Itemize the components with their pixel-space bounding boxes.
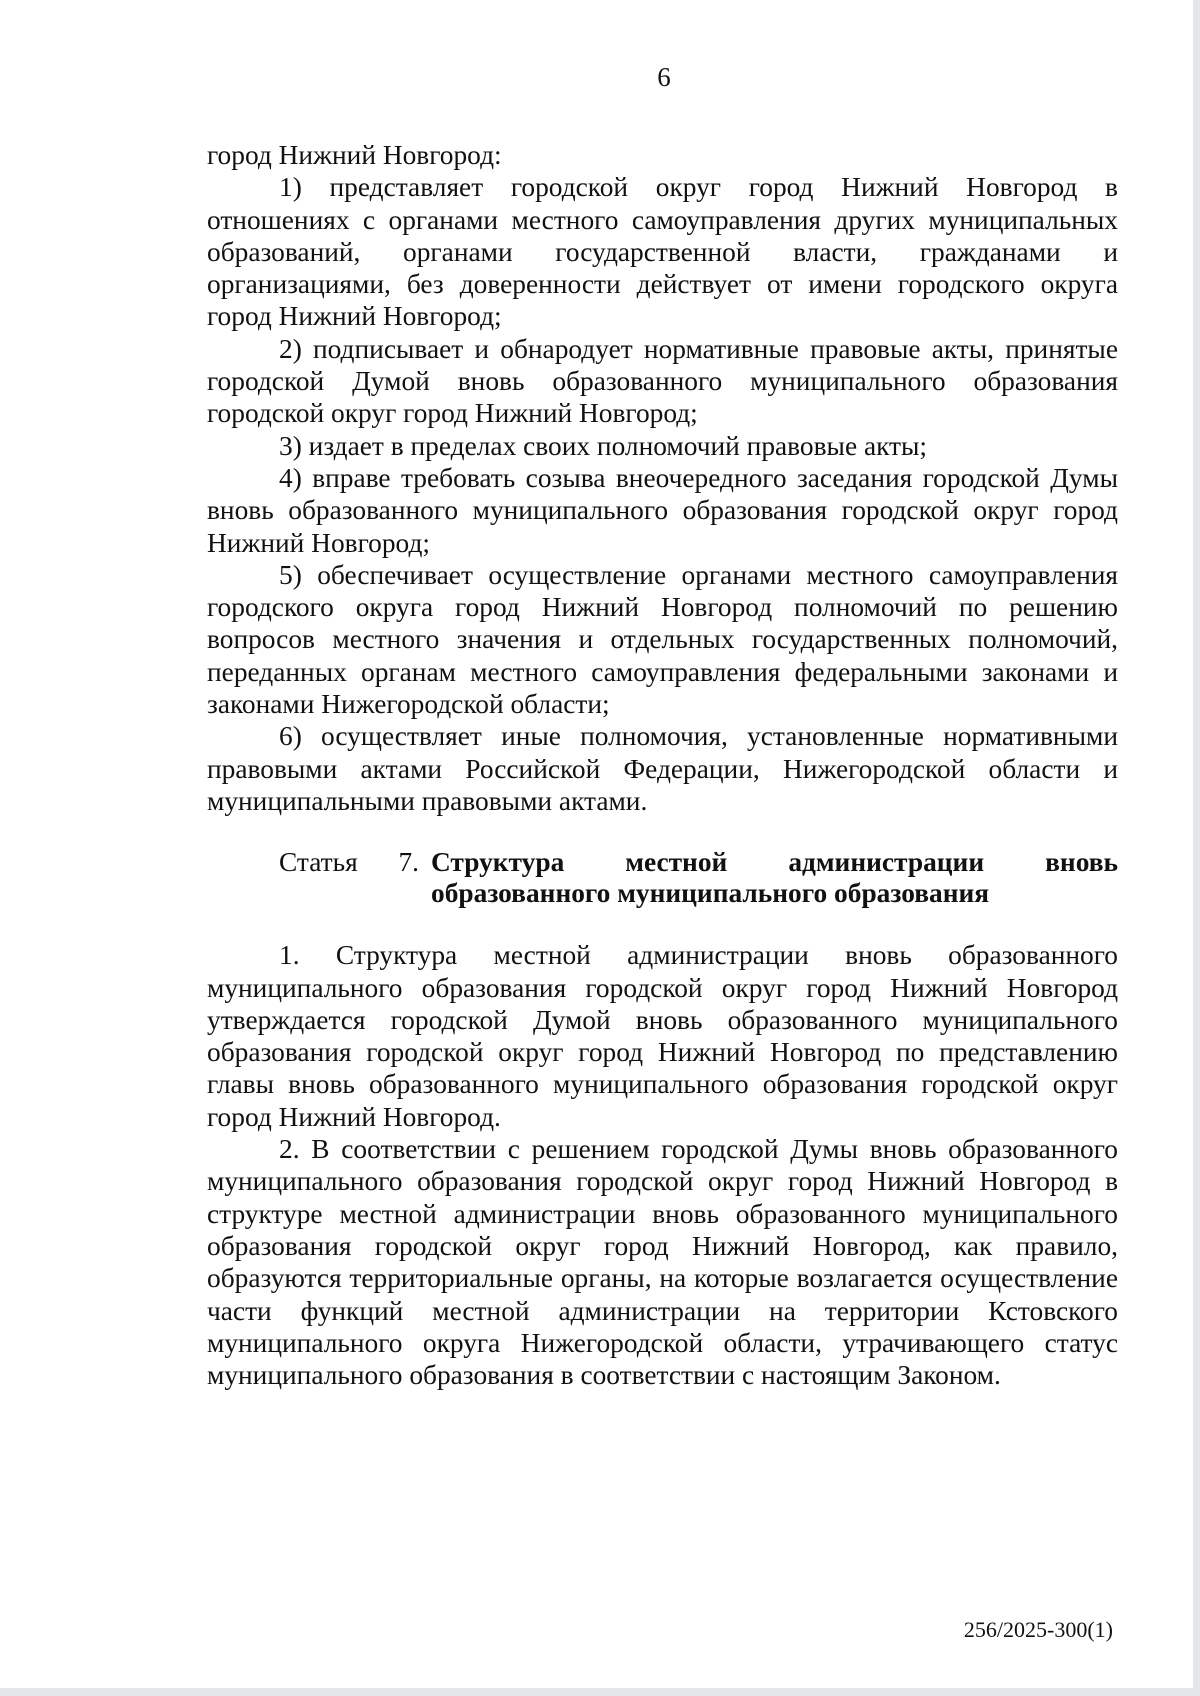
- article-title: Структура местной администрации вновь образованного муниципального образования: [431, 847, 1118, 909]
- article-word: Статья: [279, 847, 358, 878]
- list-item-6: 6) осуществляет иные полномочия, установленные нормативными правовыми актами Российской Федерации, Нижегородской области и муниципальными правовыми актами.: [207, 721, 1118, 816]
- article-paragraph-1: 1. Структура местной администрации вновь образованного муниципального образования городской округ город Нижний Новгород утверждается городской Думой вновь образованного муниципального образования городской округ город Нижний Новгород по представлению главы вновь образованного муниципального образования городской округ город Нижний Новгород.: [207, 940, 1118, 1132]
- article-number: 7.: [398, 847, 419, 878]
- article-paragraph-2: 2. В соответствии с решением городской Думы вновь образованного муниципального образования городской округ город Нижний Новгород в структуре местной администрации вновь образованного муниципального образования городской округ город Нижний Новгород, как правило, образуются территориальные органы, на которые возлагается осуществление части функций местной администрации на территории Кстовского муниципального округа Нижегородской области, утрачивающего статус муниципального образования в соответствии с настоящим Законом.: [207, 1134, 1118, 1391]
- document-body: [207, 139, 1118, 1391]
- article-label: [207, 847, 431, 909]
- page-number: 6: [657, 62, 671, 92]
- list-item-5: 5) обеспечивает осуществление органами местного самоуправления городского округа город Нижний Новгород полномочий по решению вопросов местного значения и отдельных государственных полномочий, переданных органам местного самоуправления федеральными законами и законами Нижегородской области;: [207, 559, 1118, 720]
- list-item-4: 4) вправе требовать созыва внеочередного заседания городской Думы вновь образованного муниципального образования городской округ город Нижний Новгород;: [207, 462, 1118, 558]
- document-code: 256/2025-300(1): [963, 1617, 1113, 1642]
- paragraph-continuation: город Нижний Новгород:: [207, 140, 502, 170]
- list-item-1: 1) представляет городской округ город Нижний Новгород в отношениях с органами местного самоуправления других муниципальных образований, органами государственной власти, гражданами и организациями, без доверенности действует от имени городского округа город Нижний Новгород;: [207, 172, 1118, 332]
- article-heading: [207, 847, 1118, 909]
- list-item-2: 2) подписывает и обнародует нормативные правовые акты, принятые городской Думой вновь образованного муниципального образования городской округ город Нижний Новгород;: [207, 333, 1118, 429]
- list-item-3: 3) издает в пределах своих полномочий правовые акты;: [279, 430, 928, 461]
